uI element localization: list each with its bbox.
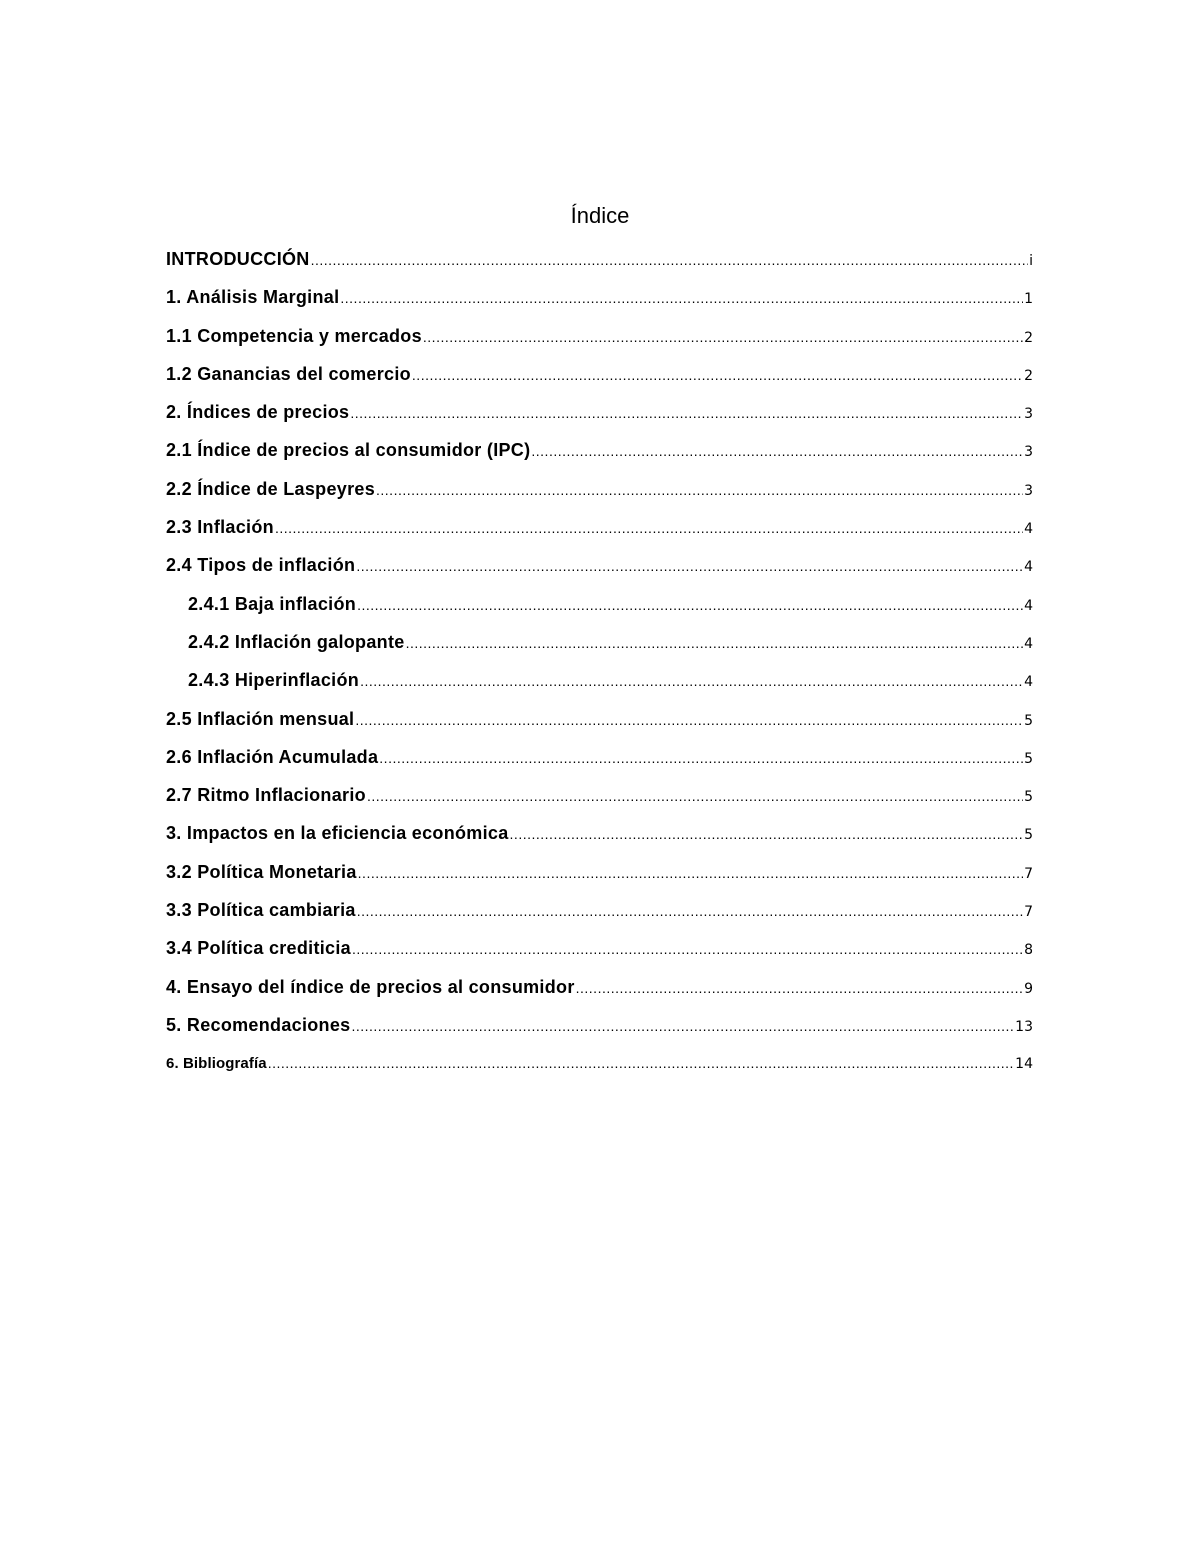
toc-entry-tipos-inflacion[interactable] — [166, 547, 1033, 585]
toc-entry-label: 2.3 Inflación — [166, 517, 274, 538]
toc-entry-impactos-eficiencia[interactable] — [166, 815, 1033, 853]
toc-entry-label: 3.2 Política Monetaria — [166, 861, 357, 882]
toc-page-number: i — [1029, 253, 1033, 269]
toc-page-number: 14 — [1015, 1056, 1033, 1073]
toc-page-number: 3 — [1024, 406, 1033, 423]
toc-entry-politica-monetaria[interactable] — [166, 854, 1033, 892]
toc-entry-label: 2.4.1 Baja inflación — [188, 593, 357, 614]
toc-page-number: 4 — [1024, 597, 1033, 614]
toc-entry-ensayo-ipc[interactable] — [166, 969, 1033, 1007]
toc-page-number: 4 — [1024, 521, 1033, 538]
toc-entry-ipc[interactable] — [166, 432, 1033, 470]
toc-entry-inflacion-acumulada[interactable] — [166, 739, 1033, 777]
toc-leader-dots — [356, 548, 1023, 584]
toc-leader-dots — [311, 242, 1029, 278]
toc-entry-ganancias-comercio[interactable] — [166, 356, 1033, 394]
toc-entry-inflacion[interactable] — [166, 509, 1033, 547]
toc-entry-label: 1.2 Ganancias del comercio — [166, 363, 411, 384]
toc-page-number: 2 — [1024, 367, 1033, 384]
toc-entry-label: 2.4 Tipos de inflación — [166, 555, 356, 576]
toc-leader-dots — [350, 395, 1023, 431]
toc-entry-label: 2.2 Índice de Laspeyres — [166, 478, 376, 499]
toc-page-number: 5 — [1024, 789, 1033, 806]
toc-page-number: 7 — [1024, 865, 1033, 882]
toc-page-number: 5 — [1024, 827, 1033, 844]
toc-leader-dots — [357, 893, 1023, 929]
toc-entry-ritmo-inflacionario[interactable] — [166, 777, 1033, 815]
toc-leader-dots — [531, 433, 1023, 469]
toc-entry-label: 3.4 Política crediticia — [166, 938, 351, 959]
toc-entry-inflacion-mensual[interactable] — [166, 701, 1033, 739]
toc-leader-dots — [412, 357, 1023, 393]
toc-leader-dots — [275, 510, 1023, 546]
toc-page-number: 9 — [1024, 980, 1033, 997]
toc-page-number: 1 — [1024, 291, 1033, 308]
toc-entry-label: 5. Recomendaciones — [166, 1014, 351, 1035]
toc-leader-dots — [376, 472, 1023, 508]
toc-page-number: 13 — [1015, 1018, 1033, 1035]
toc-leader-dots — [358, 855, 1023, 891]
toc-leader-dots — [351, 1008, 1014, 1044]
toc-entry-label: 3. Impactos en la eficiencia económica — [166, 823, 509, 844]
toc-entry-label: 2.1 Índice de precios al consumidor (IPC) — [166, 440, 531, 461]
toc-page-number: 4 — [1024, 635, 1033, 652]
toc-leader-dots — [352, 931, 1023, 967]
toc-entry-introduccion[interactable] — [166, 241, 1033, 279]
toc-leader-dots — [360, 663, 1023, 699]
toc-entry-label: INTRODUCCIÓN — [166, 249, 310, 269]
toc-page-number: 4 — [1024, 674, 1033, 691]
toc-leader-dots — [357, 587, 1023, 623]
toc-page-number: 3 — [1024, 482, 1033, 499]
toc-page-number: 4 — [1024, 559, 1033, 576]
toc-page-number: 7 — [1024, 904, 1033, 921]
toc-entry-label: 2.6 Inflación Acumulada — [166, 746, 379, 767]
toc-entry-label: 2.4.3 Hiperinflación — [188, 670, 360, 691]
toc-entry-politica-crediticia[interactable] — [166, 930, 1033, 968]
toc-entry-hiperinflacion[interactable] — [166, 662, 1033, 700]
toc-entry-indices-precios[interactable] — [166, 394, 1033, 432]
toc-entry-label: 2.4.2 Inflación galopante — [188, 631, 405, 652]
toc-leader-dots — [355, 702, 1023, 738]
toc-entry-label: 3.3 Política cambiaria — [166, 900, 356, 921]
toc-page-number: 3 — [1024, 444, 1033, 461]
toc-leader-dots — [423, 319, 1023, 355]
toc-entry-label: 4. Ensayo del índice de precios al consumidor — [166, 976, 575, 997]
toc-leader-dots — [406, 625, 1024, 661]
toc-leader-dots — [379, 740, 1023, 776]
toc-leader-dots — [367, 778, 1023, 814]
toc-entry-politica-cambiaria[interactable] — [166, 892, 1033, 930]
toc-entry-label: 6. Bibliografía — [166, 1055, 267, 1073]
toc-entry-label: 2. Índices de precios — [166, 402, 350, 423]
toc-entry-recomendaciones[interactable] — [166, 1007, 1033, 1045]
page-title: Índice — [570, 203, 630, 228]
toc-entry-label: 2.5 Inflación mensual — [166, 708, 355, 729]
table-of-contents — [166, 241, 1033, 1084]
toc-entry-label: 1. Análisis Marginal — [166, 287, 340, 308]
toc-leader-dots — [576, 970, 1023, 1006]
toc-entry-competencia-mercados[interactable] — [166, 318, 1033, 356]
toc-entry-analisis-marginal[interactable] — [166, 279, 1033, 317]
toc-page-number: 5 — [1024, 712, 1033, 729]
toc-page-number: 5 — [1024, 750, 1033, 767]
toc-entry-label: 2.7 Ritmo Inflacionario — [166, 785, 366, 806]
toc-leader-dots — [510, 816, 1024, 852]
toc-leader-dots — [340, 280, 1023, 316]
toc-entry-bibliografia[interactable] — [166, 1045, 1033, 1083]
toc-leader-dots — [268, 1045, 1014, 1081]
toc-entry-inflacion-galopante[interactable] — [166, 624, 1033, 662]
toc-entry-baja-inflacion[interactable] — [166, 586, 1033, 624]
toc-page-number: 2 — [1024, 329, 1033, 346]
toc-entry-label: 1.1 Competencia y mercados — [166, 325, 422, 346]
toc-page-number: 8 — [1024, 942, 1033, 959]
toc-entry-laspeyres[interactable] — [166, 471, 1033, 509]
